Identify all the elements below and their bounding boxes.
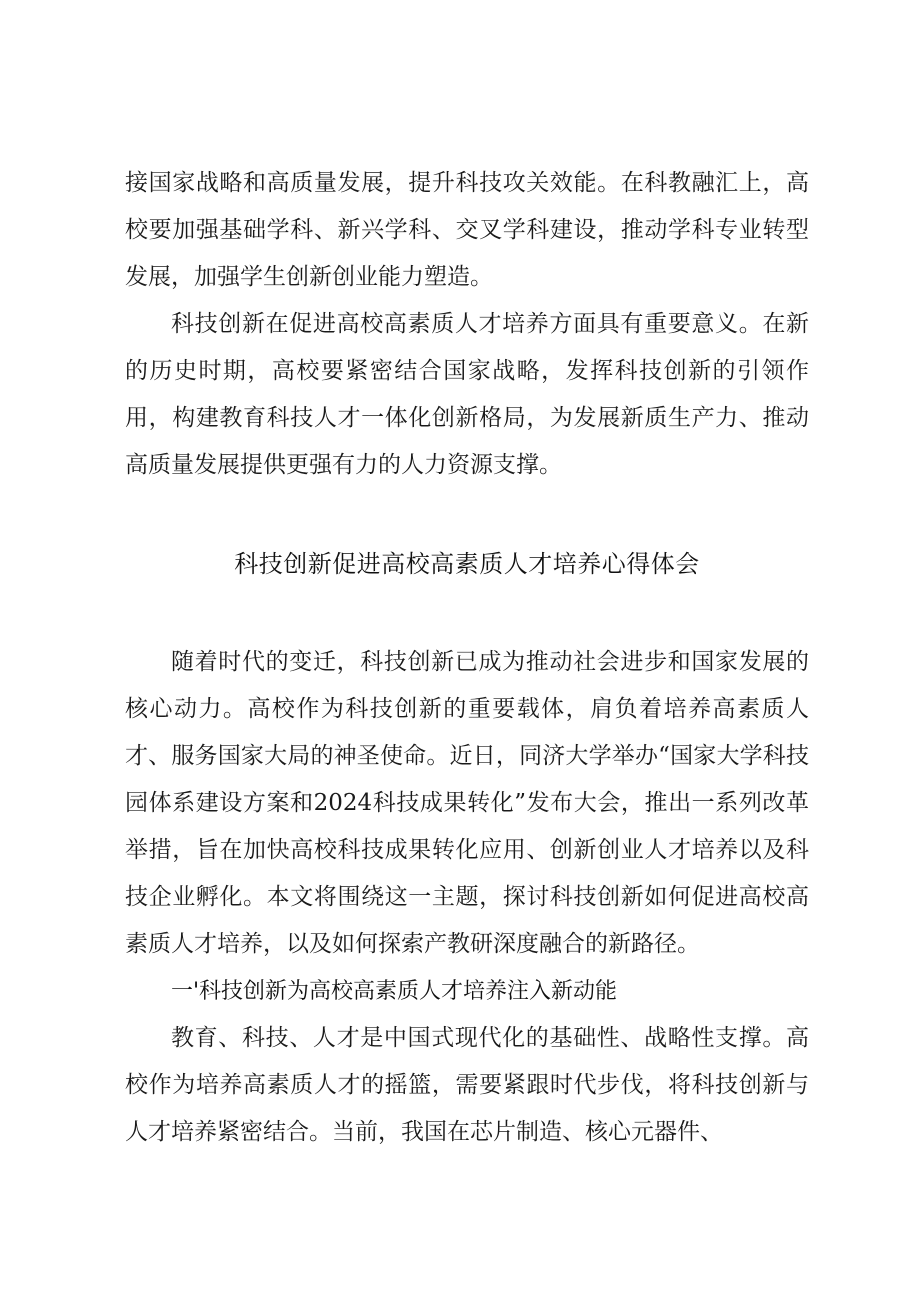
document-body bbox=[125, 160, 809, 1156]
section-paragraph: 教育、科技、人才是中国式现代化的基础性、战略性支撑。高校作为培养高素质人才的摇篮，需要紧跟时代步伐，将科技创新与人才培养紧密结合。当前，我国在芯片制造、核心元器件、 bbox=[125, 1025, 809, 1145]
continuation-paragraph: 接国家战略和高质量发展，提升科技攻关效能。在科教融汇上，高校要加强基础学科、新兴学科、交叉学科建设，推动学科专业转型发展，加强学生创新创业能力塑造。 bbox=[125, 170, 809, 290]
intro-paragraph: 随着时代的变迁，科技创新已成为推动社会进步和国家发展的核心动力。高校作为科技创新的重要载体，肩负着培养高素质人才、服务国家大局的神圣使命。近日，同济大学举办“国家大学科技园体系建设方案和2024科技成果转化”发布大会，推出一系列改革举措，旨在加快高校科技成果转化应用、创新创业人才培养以及科技企业孵化。本文将围绕这一主题，探讨科技创新如何促进高校高素质人才培养，以及如何探索产教研深度融合的新路径。 bbox=[125, 649, 809, 957]
article-title: 科技创新促进高校高素质人才培养心得体会 bbox=[234, 550, 700, 578]
conclusion-paragraph: 科技创新在促进高校高素质人才培养方面具有重要意义。在新的历史时期，高校要紧密结合国家战略，发挥科技创新的引领作用，构建教育科技人才一体化创新格局，为发展新质生产力、推动高质量发展提供更强有力的人力资源支撑。 bbox=[125, 311, 809, 478]
section-heading: 一'科技创新为高校高素质人才培养注入新动能 bbox=[171, 979, 618, 1004]
